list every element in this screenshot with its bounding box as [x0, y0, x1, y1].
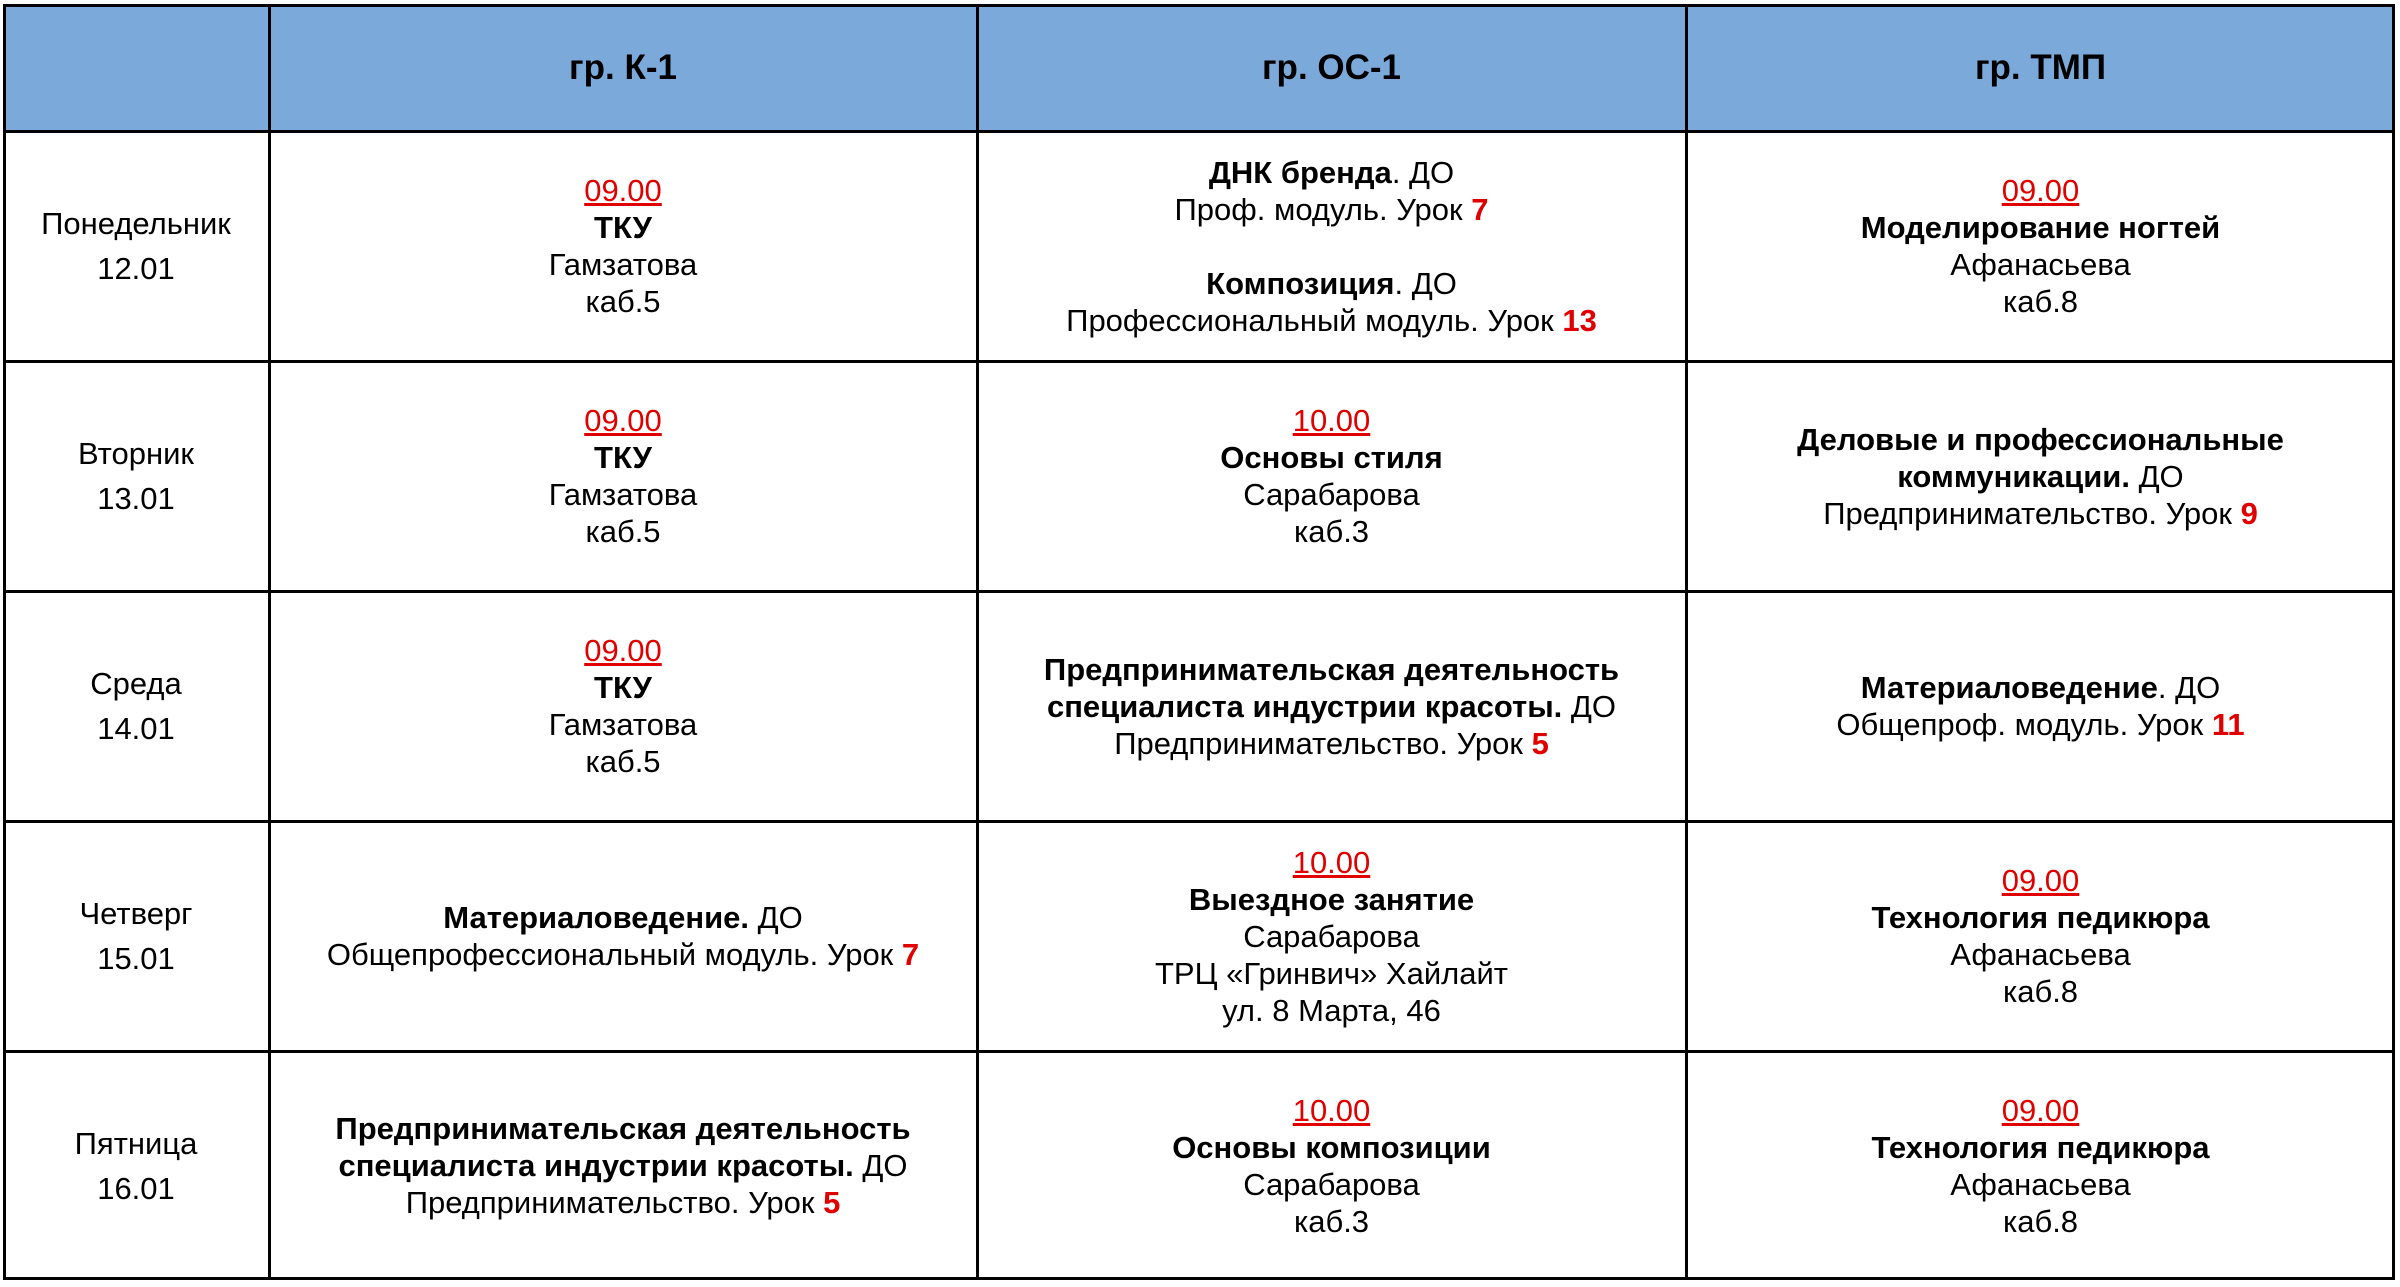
day-date: 12.01 — [97, 251, 175, 286]
lesson-subject: коммуникации. — [1897, 458, 2130, 494]
lesson-module: Профессиональный модуль. Урок — [1066, 302, 1563, 338]
header-corner — [3, 4, 269, 131]
lesson-subject: ТКУ — [594, 210, 652, 245]
lesson-time: 09.00 — [2001, 1092, 2080, 1128]
lesson-time: 09.00 — [2001, 173, 2080, 208]
day-name: Четверг — [79, 896, 193, 931]
lesson-subject: Материаловедение. — [443, 900, 750, 935]
lesson-number: 5 — [1531, 725, 1549, 761]
lesson-teacher: Афанасьева — [1950, 1166, 2131, 1202]
lesson-module: Предпринимательство. Урок — [405, 1185, 824, 1220]
lesson-place: ТРЦ «Гринвич» Хайлайт — [1155, 955, 1508, 991]
lesson-cell — [977, 131, 1686, 361]
grid-line — [3, 1277, 2395, 1280]
day-cell-monday — [3, 131, 269, 361]
lesson-subject: ТКУ — [594, 670, 652, 705]
day-date: 14.01 — [97, 711, 175, 746]
grid-line — [3, 1050, 2395, 1053]
lesson-format: ДО — [1562, 688, 1617, 724]
lesson-cell — [1686, 591, 2395, 821]
lesson-cell — [269, 361, 977, 591]
lesson-room: каб.8 — [2002, 1203, 2079, 1239]
header-group-os1 — [977, 4, 1686, 131]
lesson-room: каб.5 — [585, 744, 661, 779]
lesson-cell — [1686, 131, 2395, 361]
lesson-subject: Предпринимательская деятельность — [335, 1111, 911, 1146]
lesson-teacher: Гамзатова — [548, 707, 698, 742]
lesson-room: каб.5 — [585, 514, 661, 549]
lesson-teacher: Гамзатова — [548, 247, 698, 282]
lesson-format: ДО — [853, 1148, 908, 1183]
lesson-module: Проф. модуль. Урок — [1174, 191, 1472, 227]
lesson-room: каб.3 — [1293, 514, 1370, 549]
grid-line — [3, 4, 2395, 7]
lesson-subject: Технология педикюра — [1871, 900, 2210, 935]
lesson-cell — [1686, 821, 2395, 1051]
lesson-teacher: Афанасьева — [1950, 247, 2131, 282]
grid-line — [3, 820, 2395, 823]
header-group-k1 — [269, 4, 977, 131]
lesson-room: каб.8 — [2002, 284, 2079, 319]
lesson-subject: специалиста индустрии красоты. — [1046, 688, 1563, 724]
day-cell-thursday — [3, 821, 269, 1051]
lesson-format: ДО — [2129, 458, 2184, 494]
lesson-cell — [269, 131, 977, 361]
lesson-number: 7 — [1471, 191, 1489, 227]
lesson-time: 10.00 — [1292, 1092, 1371, 1128]
schedule-table — [3, 4, 2395, 1280]
day-name: Пятница — [74, 1125, 198, 1161]
lesson-module: Общепрофессиональный модуль. Урок — [326, 937, 902, 972]
lesson-subject: Выездное занятие — [1188, 881, 1475, 917]
lesson-teacher: Сарабарова — [1243, 1166, 1420, 1202]
lesson-subject: Композиция — [1206, 265, 1395, 301]
lesson-cell — [977, 361, 1686, 591]
lesson-number: 7 — [901, 937, 920, 972]
lesson-room: каб.8 — [2002, 974, 2079, 1009]
lesson-cell — [269, 821, 977, 1051]
lesson-cell — [977, 1051, 1686, 1280]
lesson-cell — [1686, 361, 2395, 591]
lesson-cell — [977, 591, 1686, 821]
lesson-subject: Предпринимательская деятельность — [1043, 651, 1620, 687]
grid-line — [1685, 4, 1688, 1280]
lesson-module: Предпринимательство. Урок — [1823, 495, 2241, 531]
day-date: 16.01 — [97, 1170, 175, 1206]
group-k1-title: гр. К-1 — [569, 48, 677, 87]
lesson-number: 13 — [1562, 302, 1597, 338]
lesson-subject: Основы стиля — [1220, 440, 1443, 475]
lesson-format: . ДО — [2157, 670, 2221, 705]
lesson-time: 10.00 — [1292, 844, 1371, 880]
lesson-subject: ТКУ — [594, 440, 652, 475]
lesson-cell — [269, 591, 977, 821]
lesson-number: 9 — [2240, 495, 2258, 531]
lesson-subject: Технология педикюра — [1871, 1129, 2210, 1165]
day-name: Среда — [90, 666, 182, 701]
lesson-time: 09.00 — [584, 173, 662, 208]
lesson-time: 09.00 — [584, 633, 662, 668]
day-date: 15.01 — [97, 941, 175, 976]
lesson-cell — [1686, 1051, 2395, 1280]
lesson-subject: Деловые и профессиональные — [1797, 421, 2284, 457]
day-name: Понедельник — [41, 206, 231, 241]
lesson-teacher: Сарабарова — [1243, 477, 1420, 512]
grid-line — [2392, 4, 2395, 1280]
day-cell-tuesday — [3, 361, 269, 591]
grid-line — [3, 360, 2395, 363]
lesson-subject: Материаловедение — [1860, 670, 2158, 705]
day-cell-friday — [3, 1051, 269, 1280]
day-date: 13.01 — [97, 481, 175, 516]
lesson-room: каб.5 — [585, 284, 661, 319]
group-os1-title: гр. ОС-1 — [1261, 48, 1402, 87]
lesson-number: 11 — [2211, 707, 2245, 742]
lesson-module: Общепроф. модуль. Урок — [1836, 707, 2212, 742]
day-cell-wednesday — [3, 591, 269, 821]
lesson-subject: ДНК бренда — [1208, 154, 1392, 190]
header-group-tmp — [1686, 4, 2395, 131]
lesson-format: . ДО — [1394, 265, 1457, 301]
lesson-subject: специалиста индустрии красоты. — [338, 1148, 854, 1183]
lesson-cell — [977, 821, 1686, 1051]
lesson-time: 09.00 — [2001, 863, 2080, 898]
lesson-teacher: Сарабарова — [1243, 918, 1420, 954]
lesson-teacher: Афанасьева — [1950, 937, 2131, 972]
lesson-time: 10.00 — [1292, 403, 1371, 438]
lesson-subject: Моделирование ногтей — [1860, 210, 2221, 245]
day-name: Вторник — [78, 436, 194, 471]
lesson-module: Предпринимательство. Урок — [1114, 725, 1532, 761]
grid-line — [3, 130, 2395, 133]
lesson-teacher: Гамзатова — [548, 477, 698, 512]
grid-line — [976, 4, 979, 1280]
lesson-format: ДО — [749, 900, 803, 935]
group-tmp-title: гр. ТМП — [1974, 48, 2107, 87]
grid-line — [268, 4, 271, 1280]
lesson-number: 5 — [823, 1185, 841, 1220]
lesson-time: 09.00 — [584, 403, 662, 438]
grid-line — [3, 590, 2395, 593]
lesson-room: каб.3 — [1293, 1203, 1370, 1239]
lesson-subject: Основы композиции — [1172, 1129, 1491, 1165]
lesson-cell — [269, 1051, 977, 1280]
lesson-address: ул. 8 Марта, 46 — [1222, 992, 1441, 1028]
grid-line — [3, 4, 6, 1280]
lesson-format: . ДО — [1391, 154, 1455, 190]
